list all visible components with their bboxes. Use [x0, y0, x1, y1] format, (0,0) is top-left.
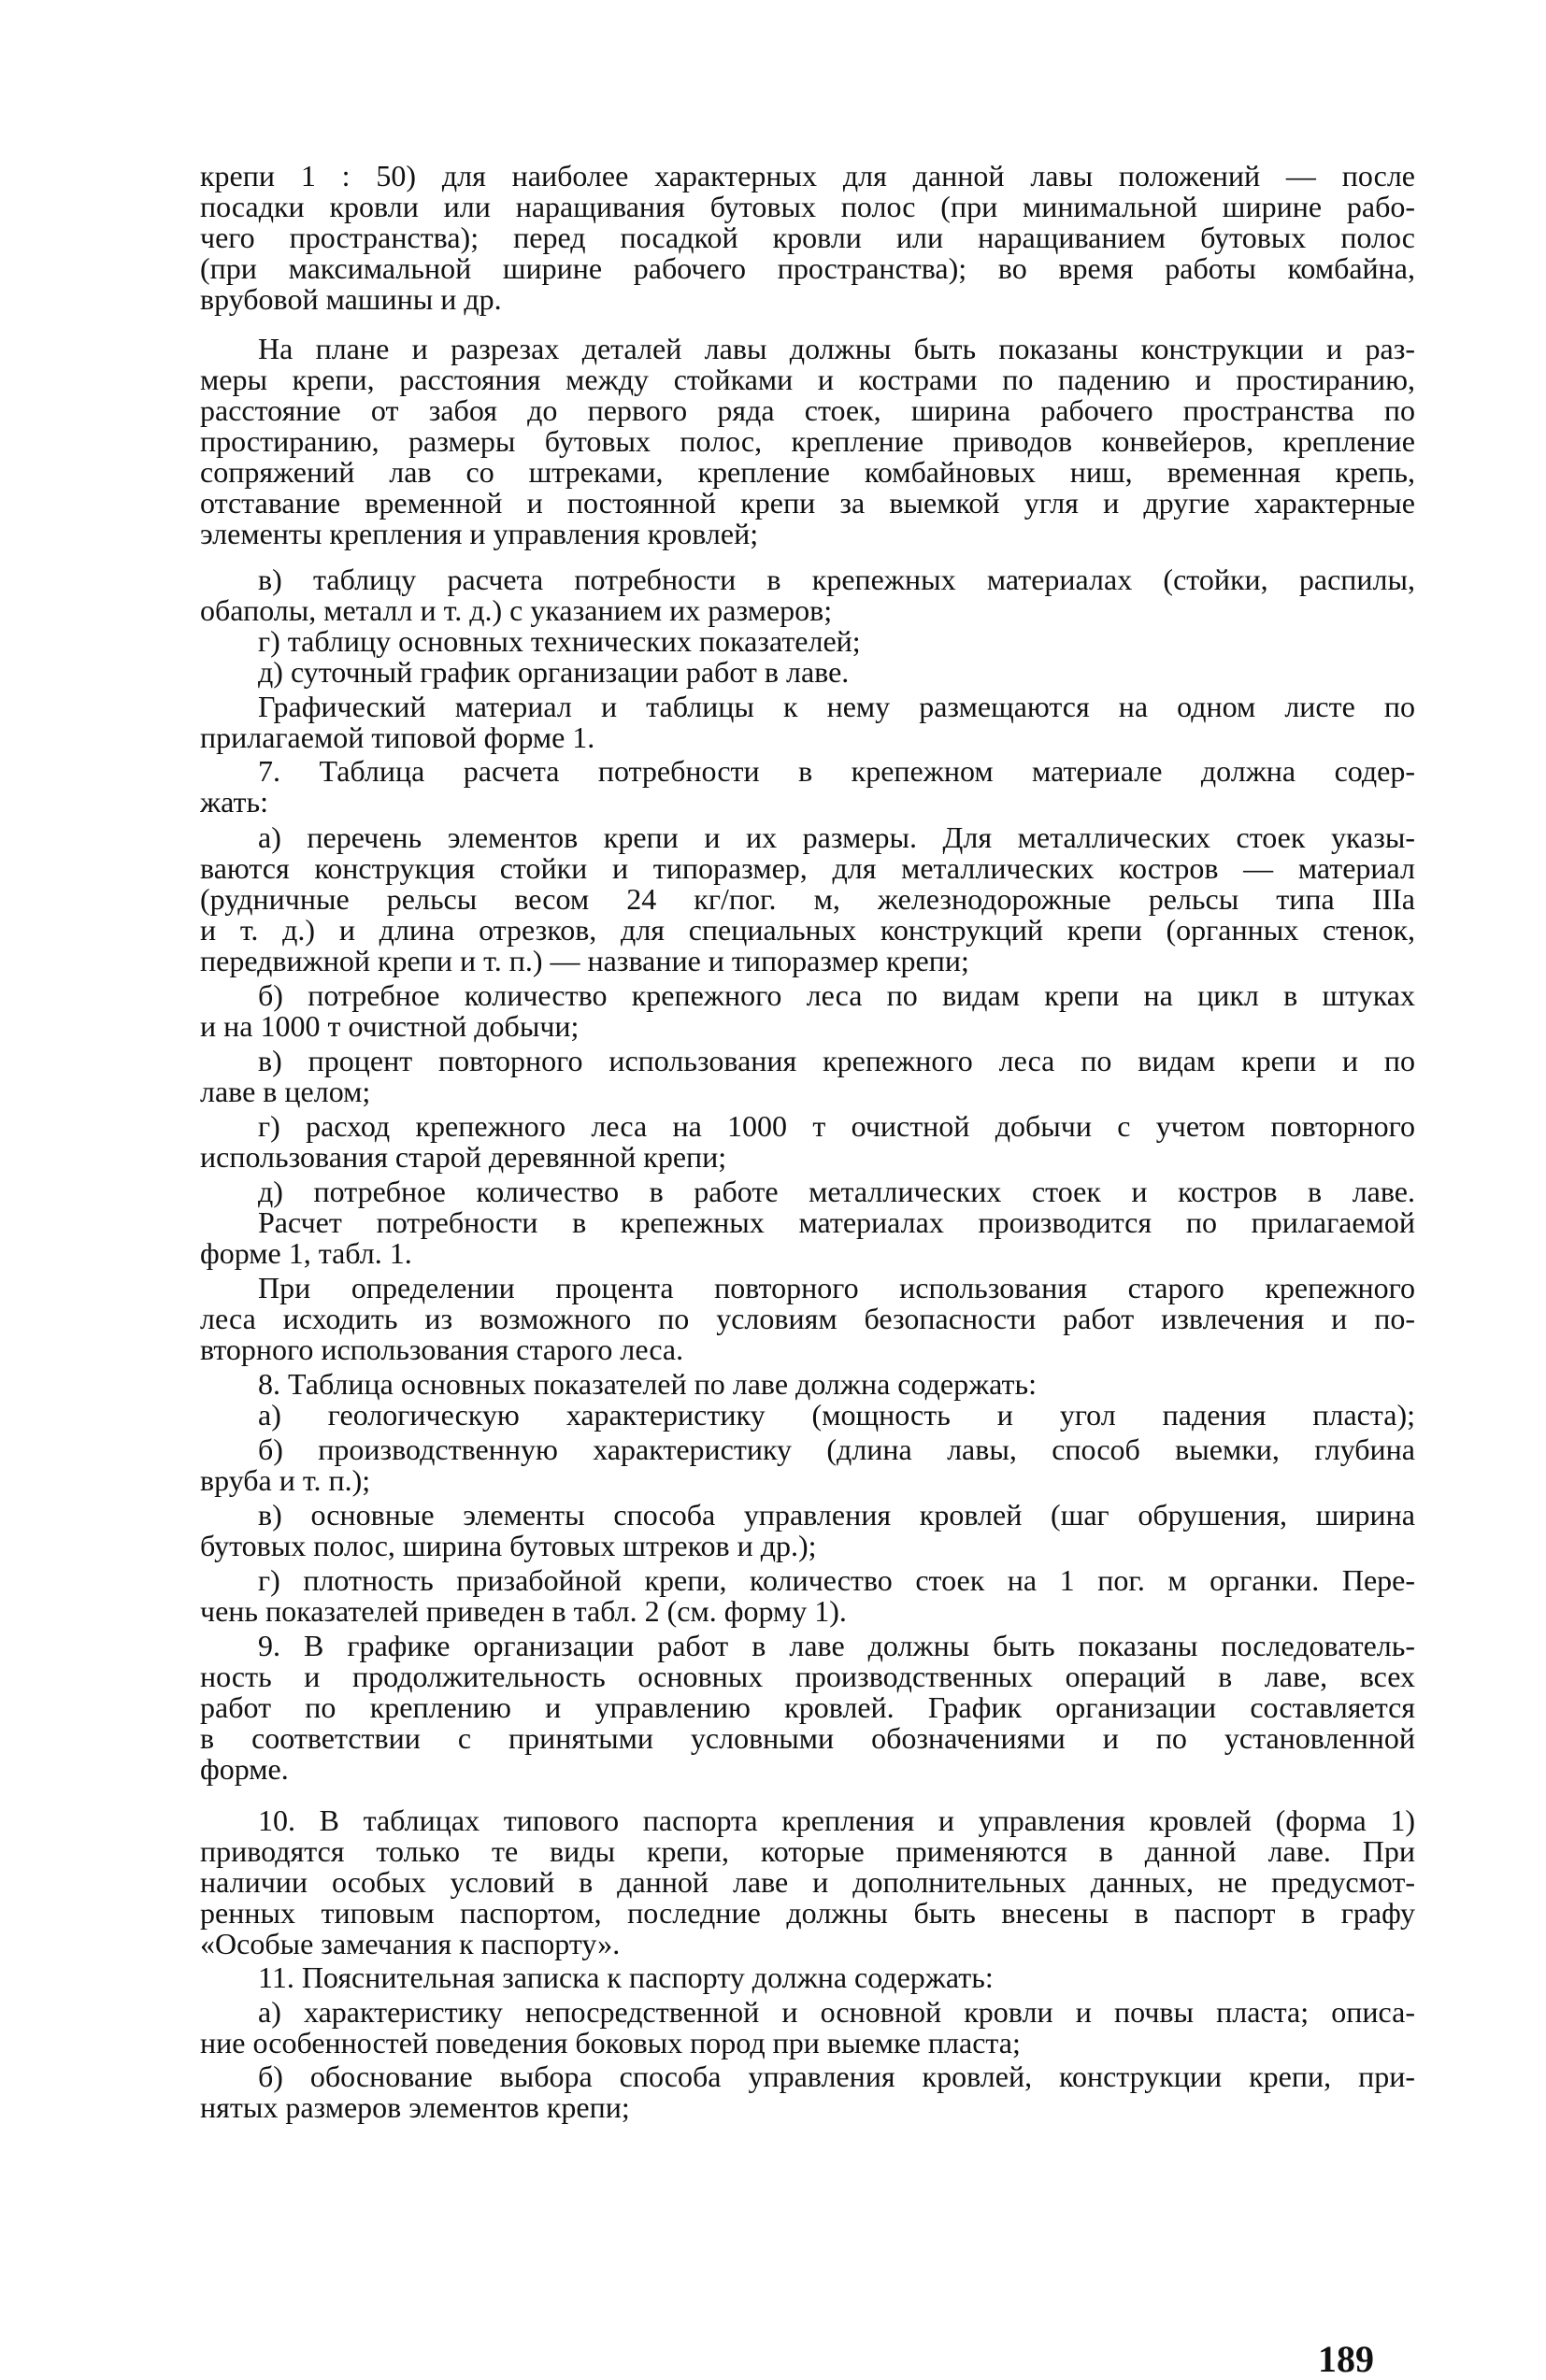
text-line: вторного использования старого леса. [200, 1333, 684, 1366]
text-line: прилагаемой типовой форме 1. [200, 720, 595, 754]
text-line: и т. д.) и длина отрезков, для специальных конструкций крепи (органных стенок, [200, 913, 1415, 947]
text-line: Расчет потребности в крепежных материалах производится по прилагаемой [258, 1205, 1415, 1239]
text-line: в) процент повторного использования крепежного леса по видам крепи и по [258, 1044, 1415, 1077]
text-line: форме 1, табл. 1. [200, 1236, 412, 1270]
text-line: работ по креплению и управлению кровлей. График организации составляется [200, 1690, 1415, 1724]
text-line: жать: [200, 785, 268, 819]
text-line: б) обоснование выбора способа управления кровлей, конструкции крепи, при- [258, 2059, 1415, 2093]
text-line: 11. Пояснительная записка к паспорту должна содержать: [258, 1960, 994, 1994]
page-number: 189 [1318, 2338, 1374, 2380]
text-line: нятых размеров элементов крепи; [200, 2090, 630, 2124]
text-line: б) потребное количество крепежного леса по видам крепи на цикл в штуках [258, 978, 1415, 1012]
text-line: г) расход крепежного леса на 1000 т очистной добычи с учетом повторного [258, 1109, 1415, 1143]
text-line: передвижной крепи и т. п.) — название и типоразмер крепи; [200, 944, 969, 977]
text-line: в) основные элементы способа управления кровлей (шаг обрушения, ширина [258, 1498, 1415, 1532]
text-line: ние особенностей поведения боковых пород при выемке пласта; [200, 2026, 1021, 2059]
text-line: д) потребное количество в работе металлических стоек и костров в лаве. [258, 1175, 1415, 1208]
text-line: врубовой машины и др. [200, 282, 502, 316]
text-line: д) суточный график организации работ в лаве. [258, 655, 850, 689]
text-line: вруба и т. п.); [200, 1463, 371, 1497]
text-line: меры крепи, расстояния между стойками и кострами по падению и простиранию, [200, 363, 1415, 396]
text-line: а) геологическую характеристику (мощность и угол падения пласта); [258, 1398, 1415, 1432]
text-line: а) перечень элементов крепи и их размеры. Для металлических стоек указы- [258, 820, 1415, 854]
text-line: 9. В графике организации работ в лаве должны быть показаны последователь- [258, 1629, 1415, 1662]
text-line: чего пространства); перед посадкой кровли или наращиванием бутовых полос [200, 221, 1415, 254]
page-body [200, 159, 1415, 2252]
text-line: бутовых полос, ширина бутовых штреков и др.); [200, 1529, 817, 1562]
text-line: леса исходить из возможного по условиям безопасности работ извлечения и по- [200, 1302, 1415, 1335]
text-line: сопряжений лав со штреками, крепление комбайновых ниш, временная крепь, [200, 455, 1415, 489]
text-line: Графический материал и таблицы к нему размещаются на одном листе по [258, 690, 1415, 723]
text-line: На плане и разрезах деталей лавы должны быть показаны конструкции и раз- [258, 332, 1415, 365]
text-line: (при максимальной ширине рабочего пространства); во время работы комбайна, [200, 251, 1415, 285]
text-line: лаве в целом; [200, 1075, 371, 1108]
text-line: ренных типовым паспортом, последние должны быть внесены в паспорт в графу [200, 1896, 1415, 1930]
text-line: крепи 1 : 50) для наиболее характерных для данной лавы положений — после [200, 159, 1415, 192]
text-line: в) таблицу расчета потребности в крепежных материалах (стойки, распилы, [258, 563, 1415, 596]
text-line: обаполы, металл и т. д.) с указанием их размеров; [200, 593, 833, 627]
text-line: б) производственную характеристику (длина лавы, способ выемки, глубина [258, 1432, 1415, 1466]
text-line: ваются конструкция стойки и типоразмер, для металлических костров — материал [200, 851, 1415, 885]
text-line: 10. В таблицах типового паспорта крепления и управления кровлей (форма 1) [258, 1803, 1415, 1837]
text-line: приводятся только те виды крепи, которые применяются в данной лаве. При [200, 1834, 1415, 1868]
text-line: (рудничные рельсы весом 24 кг/пог. м, железнодорожные рельсы типа IIIа [200, 882, 1415, 916]
text-line: ность и продолжительность основных производственных операций в лаве, всех [200, 1660, 1415, 1693]
text-line: а) характеристику непосредственной и основной кровли и почвы пласта; описа- [258, 1995, 1415, 2029]
text-line: чень показателей приведен в табл. 2 (см. форму 1). [200, 1594, 847, 1628]
text-line: 7. Таблица расчета потребности в крепежном материале должна содер- [258, 754, 1415, 788]
text-line: 8. Таблица основных показателей по лаве должна содержать: [258, 1367, 1038, 1401]
text-line: г) таблицу основных технических показателей; [258, 624, 861, 658]
text-line: в соответствии с принятыми условными обозначениями и по установленной [200, 1721, 1415, 1755]
text-line: г) плотность призабойной крепи, количество стоек на 1 пог. м органки. Пере- [258, 1563, 1415, 1597]
text-line: расстояние от забоя до первого ряда стоек, ширина рабочего пространства по [200, 393, 1415, 427]
text-line: отставание временной и постоянной крепи за выемкой угля и другие характерные [200, 486, 1415, 520]
text-line: и на 1000 т очистной добычи; [200, 1009, 580, 1043]
text-line: наличии особых условий в данной лаве и дополнительных данных, не предусмот- [200, 1865, 1415, 1899]
text-line: посадки кровли или наращивания бутовых полос (при минимальной ширине рабо- [200, 190, 1415, 223]
text-line: простиранию, размеры бутовых полос, крепление приводов конвейеров, крепление [200, 424, 1415, 458]
text-line: элементы крепления и управления кровлей; [200, 517, 759, 550]
text-line: «Особые замечания к паспорту». [200, 1927, 621, 1960]
text-line: использования старой деревянной крепи; [200, 1140, 727, 1174]
text-line: форме. [200, 1752, 289, 1786]
text-line: При определении процента повторного использования старого крепежного [258, 1271, 1415, 1304]
